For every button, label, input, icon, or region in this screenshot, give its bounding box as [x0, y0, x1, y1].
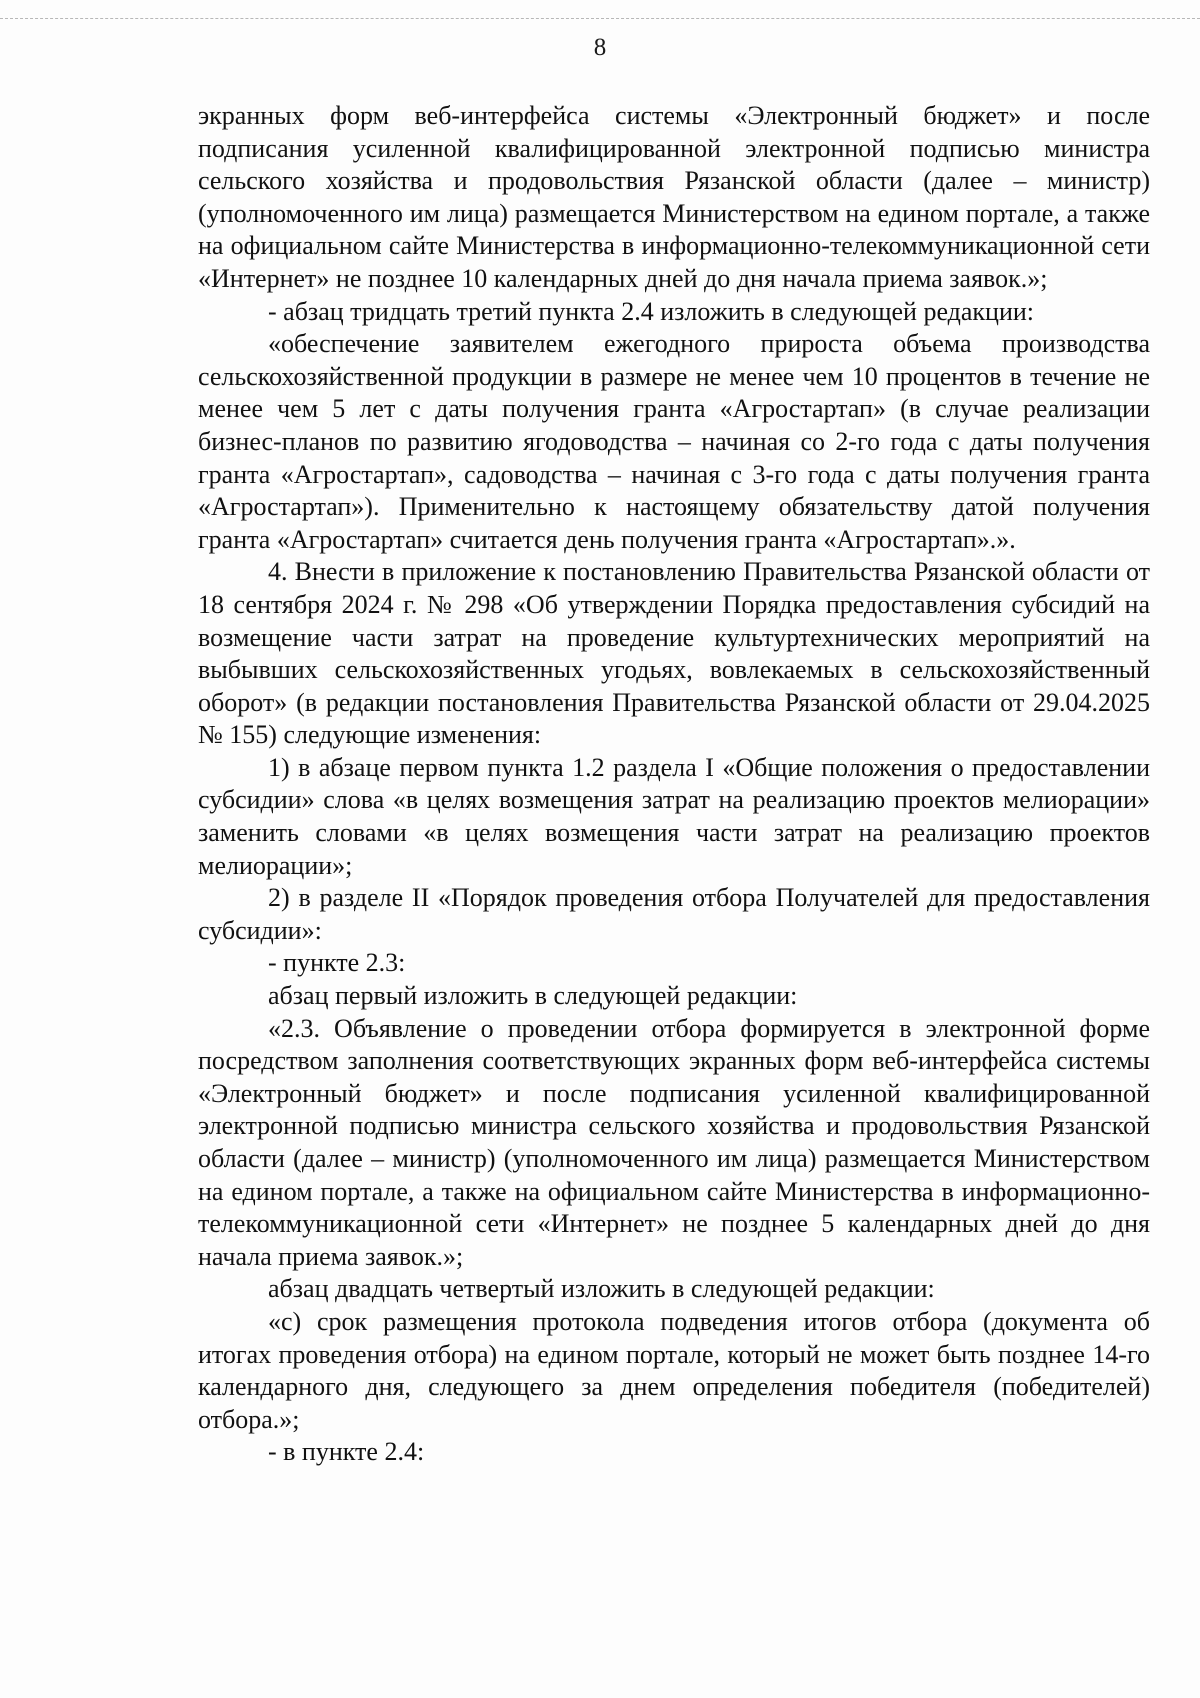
paragraph-point-2-3: - пункте 2.3:	[268, 948, 406, 978]
paragraph-first-abzac: абзац первый изложить в следующей редакции:	[268, 981, 798, 1011]
paragraph-continuation: экранных форм веб-интерфейса системы «Электронный бюджет» и после подписания усиленной квалифицированной электронной подписью министра сельского хозяйства и продовольствия Рязанской области (далее – министр) (уполномоченного им лица) размещается Министерством на едином портале, а также на официальном сайте Министерства в информационно-телекоммуникационной сети «Интернет» не позднее 10 календарных дней до дня начала приема заявок.»;	[198, 101, 1150, 293]
page-number: 8	[593, 34, 607, 61]
paragraph-item-4: 4. Внести в приложение к постановлению Правительства Рязанской области от 18 сентября 2024 г. № 298 «Об утверждении Порядка предоставления субсидий на возмещение части затрат на проведение культуртехнических мероприятий на выбывших сельскохозяйственных угодьях, вовлекаемых в сельскохозяйственный оборот» (в редакции постановления Правительства Рязанской области от 29.04.2025 № 155) следующие изменения:	[198, 557, 1150, 750]
paragraph-point-2-4: - в пункте 2.4:	[268, 1437, 425, 1467]
paragraph-subitem-2: 2) в разделе II «Порядок проведения отбора Получателей для предоставления субсидии»:	[198, 883, 1150, 945]
paragraph-abzac-24: абзац двадцать четвертый изложить в следующей редакции:	[268, 1274, 935, 1304]
paragraph-subitem-1: 1) в абзаце первом пункта 1.2 раздела I «Общие положения о предоставлении субсидии» слова «в целях возмещения затрат на реализацию проектов мелиорации» заменить словами «в целях возмещения части затрат на реализацию проектов мелиорации»;	[198, 752, 1150, 880]
scan-edge-line	[0, 18, 1200, 19]
document-body	[198, 100, 1150, 1469]
paragraph-amendment-2-4: - абзац тридцать третий пункта 2.4 изложить в следующей редакции:	[268, 296, 1035, 326]
paragraph-announcement-2-3: «2.3. Объявление о проведении отбора формируется в электронной форме посредством заполнения соответствующих экранных форм веб-интерфейса системы «Электронный бюджет» и после подписания усиленной квалифицированной электронной подписью министра сельского хозяйства и продовольствия Рязанской области (далее – министр) (уполномоченного им лица) размещается Министерством на едином портале, а также на официальном сайте Министерства в информационно-телекоммуникационной сети «Интернет» не позднее 5 календарных дней до дня начала приема заявок.»;	[198, 1013, 1150, 1271]
paragraph-protocol-deadline: «с) срок размещения протокола подведения итогов отбора (документа об итогах проведения отбора) на едином портале, который не может быть позднее 14-го календарного дня, следующего за днем определения победителя (победителей) отбора.»;	[198, 1306, 1150, 1434]
paragraph-agrostartap-obligation: «обеспечение заявителем ежегодного прироста объема производства сельскохозяйственной продукции в размере не менее чем 10 процентов в течение не менее чем 5 лет с даты получения гранта «Агростартап» (в случае реализации бизнес-планов по развитию ягодоводства – начиная со 2-го года с даты получения гранта «Агростартап», садоводства – начиная с 3-го года с даты получения гранта «Агростартап»). Применительно к настоящему обязательству датой получения гранта «Агростартап» считается день получения гранта «Агростартап».».	[198, 329, 1150, 554]
